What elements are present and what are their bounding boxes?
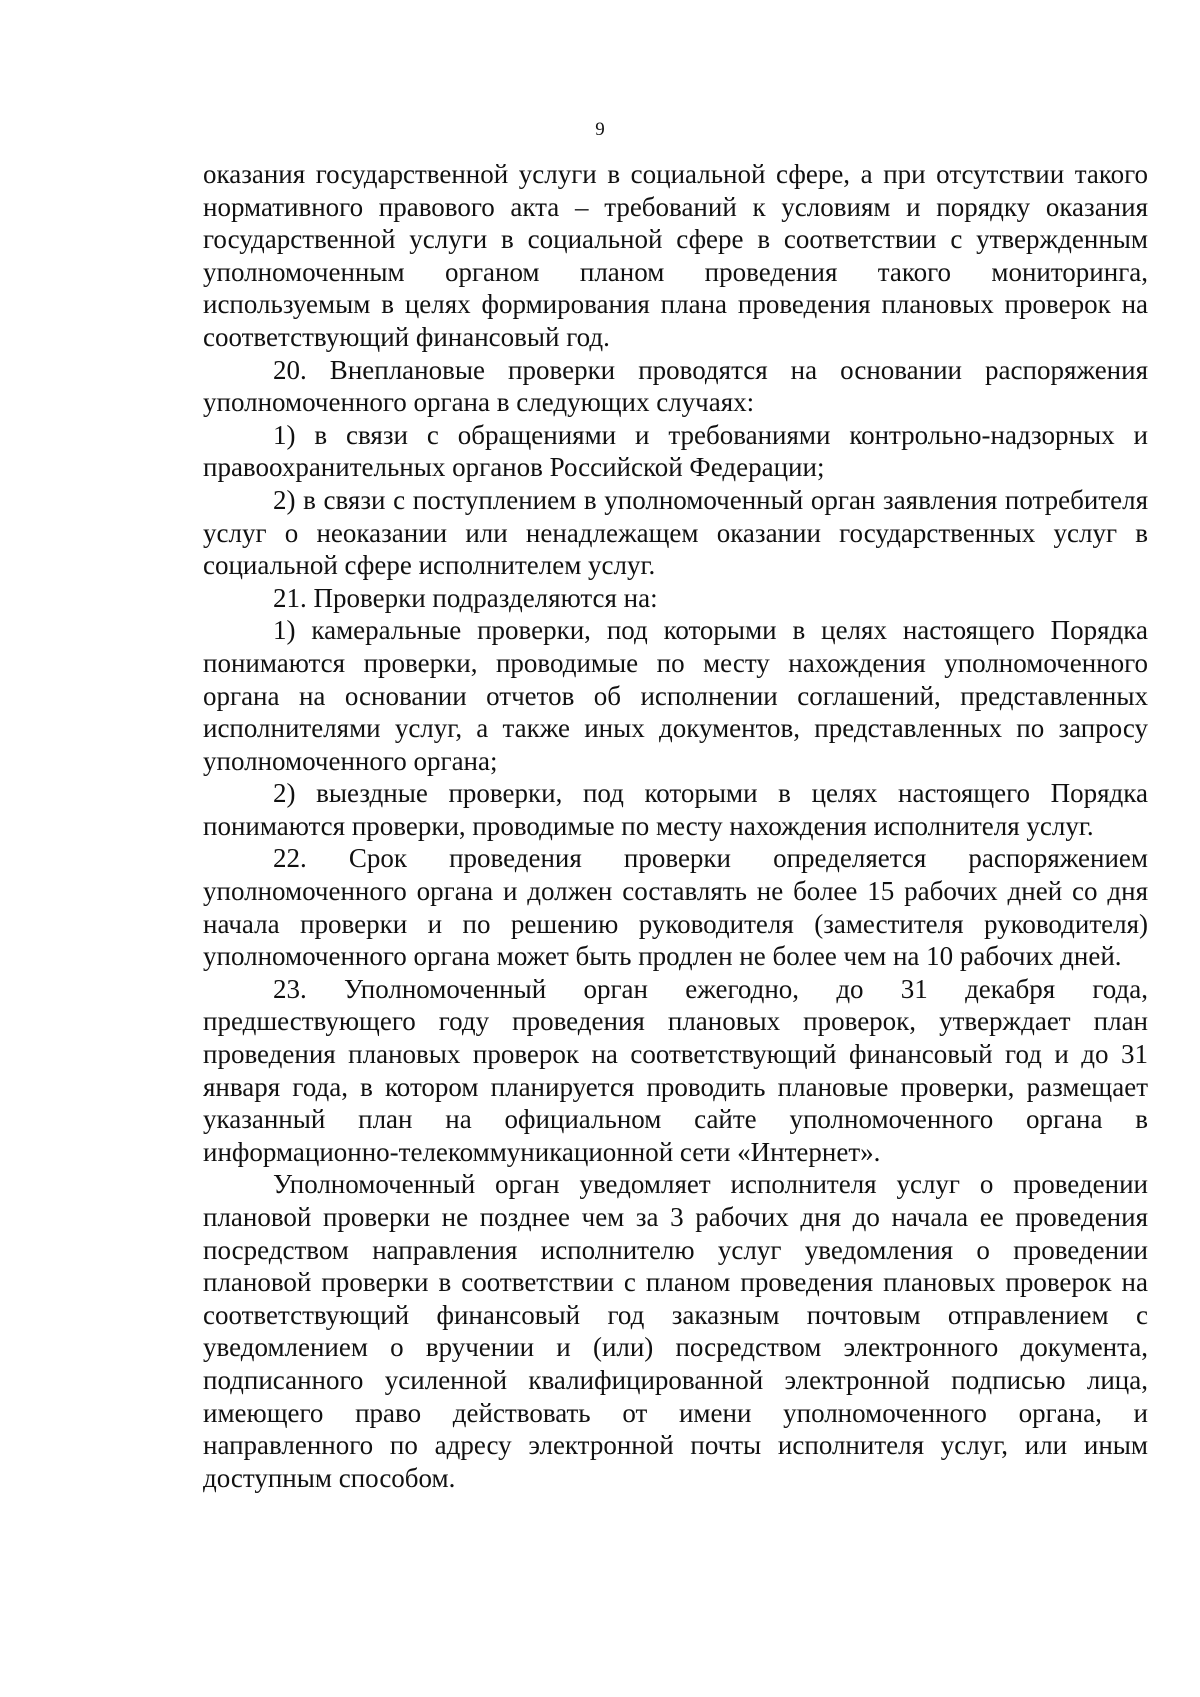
paragraph-continuation: оказания государственной услуги в социальной сфере, а при отсутствии такого нормативного правового акта – требований к условиям и порядку оказания государственной услуги в социальной сфере в соответствии с утвержденным уполномоченным органом планом проведения такого мониторинга, используемым в целях формирования плана проведения плановых проверок на соответствующий финансовый год. — [203, 159, 1148, 352]
paragraph-item-21-2: 2) выездные проверки, под которыми в целях настоящего Порядка понимаются проверки, проводимые по месту нахождения исполнителя услуг. — [203, 778, 1148, 841]
paragraph-item-21-1: 1) камеральные проверки, под которыми в целях настоящего Порядка понимаются проверки, проводимые по месту нахождения уполномоченного органа на основании отчетов об исполнении соглашений, представленных исполнителями услуг, а также иных документов, представленных по запросу уполномоченного органа; — [203, 615, 1148, 776]
paragraph-item-20-1: 1) в связи с обращениями и требованиями контрольно-надзорных и правоохранительных органов Российской Федерации; — [203, 419, 1148, 483]
document-body — [203, 158, 1148, 1494]
paragraph-item-20: 20. Внеплановые проверки проводятся на основании распоряжения уполномоченного органа в следующих случаях: — [203, 354, 1148, 418]
page-number: 9 — [595, 119, 605, 140]
paragraph-item-23: 23. Уполномоченный орган ежегодно, до 31 декабря года, предшествующего году проведения плановых проверок, утверждает план проведения плановых проверок на соответствующий финансовый год и до 31 января года, в котором планируется проводить плановые проверки, размещает указанный план на официальном сайте уполномоченного органа в информационно-телекоммуникационной сети «Интернет». — [203, 973, 1148, 1167]
paragraph-item-22: 22. Срок проведения проверки определяется распоряжением уполномоченного органа и должен составлять не более 15 рабочих дней со дня начала проверки и по решению руководителя (заместителя руководителя) уполномоченного органа может быть продлен не более чем на 10 рабочих дней. — [203, 843, 1148, 972]
paragraph-item-20-2: 2) в связи с поступлением в уполномоченный орган заявления потребителя услуг о неоказании или ненадлежащем оказании государственных услуг в социальной сфере исполнителем услуг. — [203, 484, 1148, 581]
paragraph-item-21: 21. Проверки подразделяются на: — [273, 582, 658, 613]
paragraph-notification: Уполномоченный орган уведомляет исполнителя услуг о проведении плановой проверки не позднее чем за 3 рабочих дня до начала ее проведения посредством направления исполнителю услуг уведомления о проведении плановой проверки в соответствии с планом проведения плановых проверок на соответствующий финансовый год заказным почтовым отправлением с уведомлением о вручении и (или) посредством электронного документа, подписанного усиленной квалифицированной электронной подписью лица, имеющего право действовать от имени уполномоченного органа, и направленного по адресу электронной почты исполнителя услуг, или иным доступным способом. — [203, 1169, 1148, 1493]
